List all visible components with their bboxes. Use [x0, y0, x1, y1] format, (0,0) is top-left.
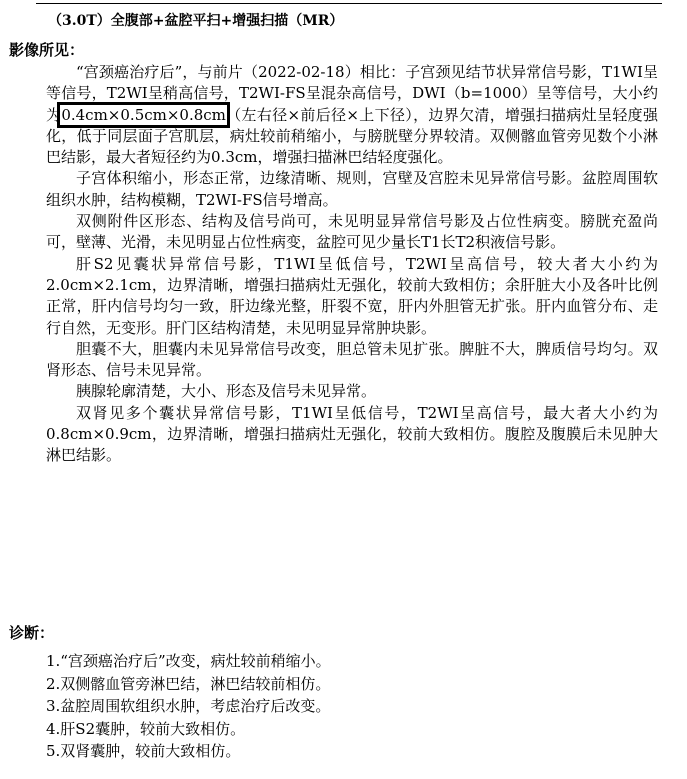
findings-heading: 影像所见：	[9, 41, 85, 59]
findings-body	[46, 62, 658, 467]
findings-paragraph-6: 胰腺轮廓清楚，大小、形态及信号未见异常。	[76, 382, 377, 401]
diagnosis-item: 3.盆腔周围软组织水肿，考虑治疗后改变。	[46, 697, 331, 715]
findings-paragraph-1	[46, 62, 658, 168]
highlighted-size: 0.4cm×0.5cm×0.8cm	[61, 105, 226, 124]
diagnosis-item: 4.肝S2囊肿，较前大致相仿。	[46, 719, 246, 738]
diagnosis-list	[46, 650, 646, 763]
diagnosis-item: 2.双侧髂血管旁淋巴结，淋巴结较前相仿。	[46, 674, 331, 693]
diagnosis-item: 5.双肾囊肿，较前大致相仿。	[46, 742, 241, 760]
report-title: （3.0T）全腹部+盆腔平扫+增强扫描（MR）	[48, 13, 344, 29]
findings-paragraph-3: 双侧附件区形态、结构及信号尚可，未见明显异常信号影及占位性病变。膀胱充盈尚可，壁薄、光滑，未见明显占位性病变，盆腔可见少量长T1长T2积液信号影。	[46, 212, 658, 252]
diagnosis-heading: 诊断：	[9, 624, 55, 642]
findings-paragraph-7: 双肾见多个囊状异常信号影，T1WI呈低信号，T2WI呈高信号，最大者大小约为0.8cm×0.9cm，边界清晰，增强扫描病灶无强化，较前大致相仿。腹腔及腹膜后未见肿大淋巴结影。	[46, 403, 658, 465]
findings-p1-after: （左右径×前后径×上下径），边界欠清，增强扫描病灶呈轻度强化，低于同层面子宫肌层，病灶较前稍缩小，与膀胱壁分界较清。双侧髂血管旁见数个小淋巴结影，最大者短径约为0.3cm，增强扫描淋巴结轻度强化。	[46, 105, 658, 167]
findings-paragraph-4: 肝S2见囊状异常信号影，T1WI呈低信号，T2WI呈高信号，较大者大小约为2.0cm×2.1cm，边界清晰，增强扫描病灶无强化，较前大致相仿；余肝脏大小及各叶比例正常，肝内信号均匀一致，肝边缘光整，肝裂不宽，肝内外胆管无扩张。肝内血管分布、走行自然，无变形。肝门区结构清楚，未见明显异常肿块影。	[46, 254, 658, 337]
top-rule	[36, 3, 662, 4]
findings-paragraph-2: 子宫体积缩小，形态正常，边缘清晰、规则，宫壁及宫腔未见异常信号影。盆腔周围软组织水肿，结构模糊，T2WI-FS信号增高。	[46, 169, 658, 209]
findings-p1-before: “宫颈癌治疗后”，与前片（2022-02-18）相比：子宫颈见结节状异常信号影，T1WI呈等信号，T2WI呈稍高信号，T2WI-FS呈混杂高信号，DWI（b=1000）呈等信号，大小约为	[46, 63, 658, 124]
diagnosis-item: 1.“宫颈癌治疗后”改变，病灶较前稍缩小。	[46, 652, 331, 670]
findings-paragraph-5: 胆囊不大，胆囊内未见异常信号改变，胆总管未见扩张。脾脏不大，脾质信号均匀。双肾形态、信号未见异常。	[46, 339, 658, 380]
